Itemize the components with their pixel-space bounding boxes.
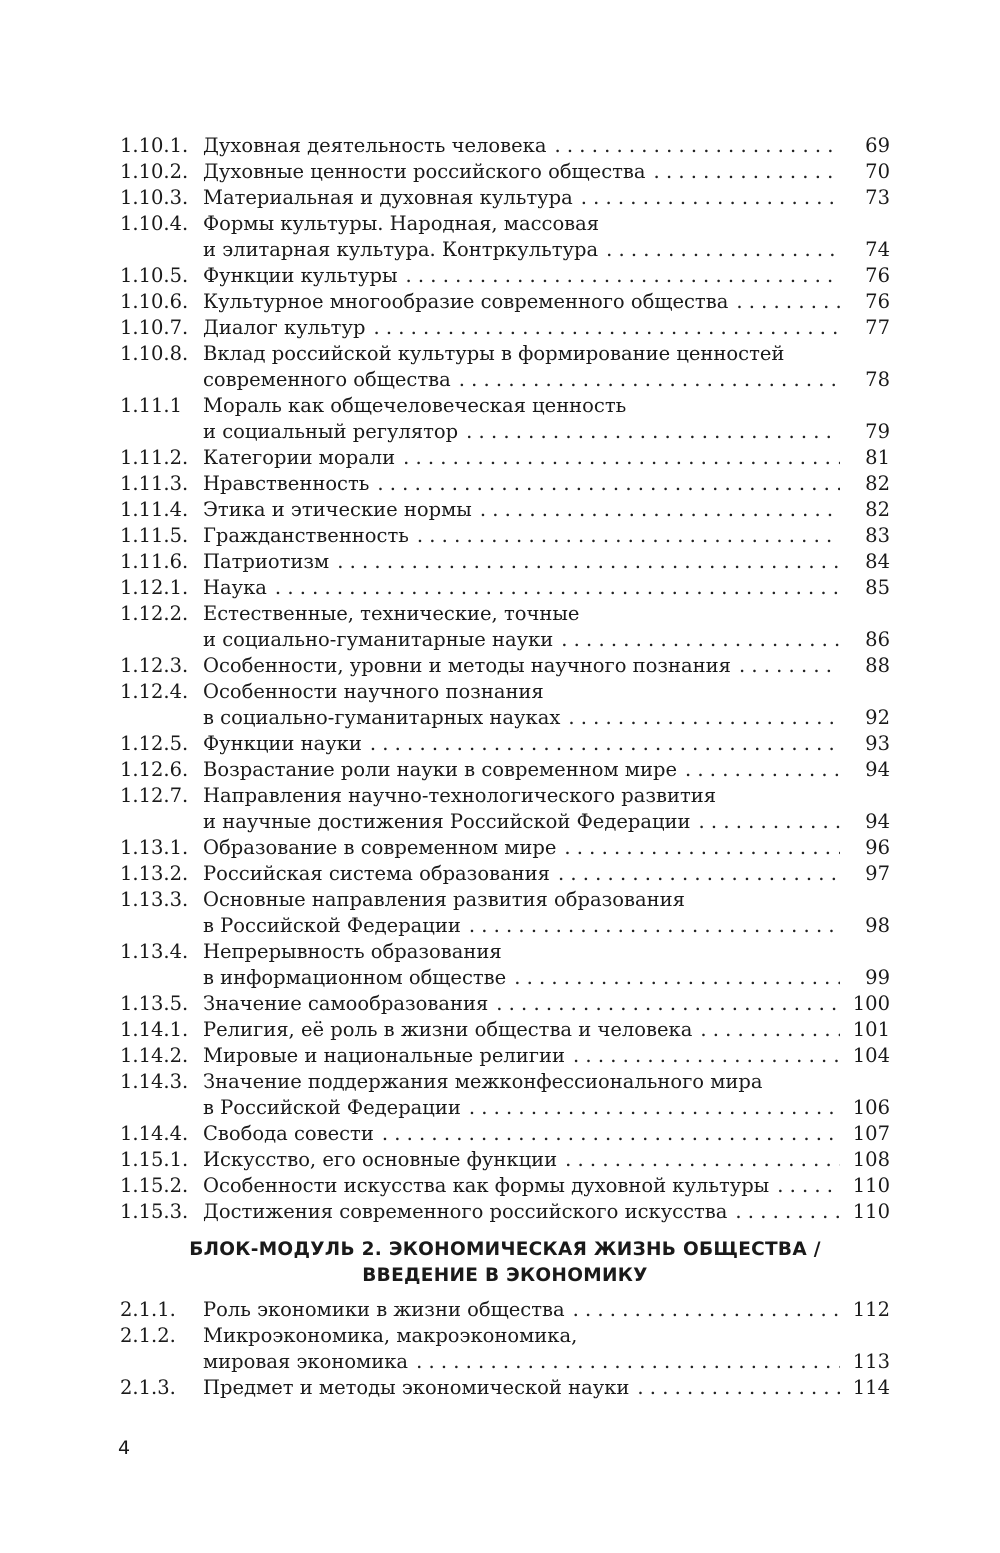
toc-entry [120,757,890,783]
dot-leader [685,757,840,783]
dot-leader [337,549,840,575]
toc-entry-number: 1.14.3. [120,1070,189,1093]
toc-entry-page: 69 [865,134,890,157]
toc-entry-title: Материальная и духовная культура [203,186,573,209]
toc-entry [120,159,890,185]
toc-entry-number: 1.10.7. [120,316,189,339]
toc-entry-number: 1.14.2. [120,1044,189,1067]
dot-leader [700,1017,840,1043]
toc-entry-page: 110 [852,1200,890,1223]
dot-leader [699,809,840,835]
toc-entry-page: 100 [852,992,890,1015]
dot-leader [416,1349,840,1375]
toc-entry-title-continued: в информационном обществе [203,966,507,989]
dot-leader [275,575,840,601]
toc-entry [120,1173,890,1199]
toc-entry-page: 93 [865,732,890,755]
toc-entry-title: Духовные ценности российского общества [203,160,646,183]
dot-leader [561,627,840,653]
toc-entry-number: 1.15.3. [120,1200,189,1223]
toc-entry [120,887,890,939]
toc-entry-page: 94 [865,758,890,781]
toc-entry-number: 2.1.2. [120,1324,176,1347]
toc-entry [120,1121,890,1147]
toc-entry-number: 1.11.2. [120,446,189,469]
toc-entry [120,1043,890,1069]
toc-entry [120,263,890,289]
dot-leader [637,1375,840,1401]
toc-entry-page: 92 [865,706,890,729]
toc-entry-title: Культурное многообразие современного общества [203,290,729,313]
toc-entry-title: Функции культуры [203,264,398,287]
toc-entry-title: Значение самообразования [203,992,489,1015]
toc-entry-title: Этика и этические нормы [203,498,472,521]
dot-leader [466,419,840,445]
dot-leader [573,1297,840,1323]
toc-entry-title: Основные направления развития образования [203,888,685,911]
toc-entry [120,731,890,757]
toc-entry-number: 1.10.1. [120,134,189,157]
toc-entry [120,653,890,679]
toc-entry-page: 84 [865,550,890,573]
toc-entry-page: 112 [852,1298,890,1321]
toc-entry-number: 1.10.3. [120,186,189,209]
toc-entry [120,211,890,263]
toc-entry-number: 1.12.5. [120,732,189,755]
toc-entry-number: 1.13.1. [120,836,189,859]
toc-entry [120,1017,890,1043]
dot-leader [565,1147,840,1173]
dot-leader [377,471,840,497]
toc-entry-page: 99 [865,966,890,989]
toc-entry-page: 76 [865,290,890,313]
dot-leader [558,861,840,887]
toc-entry-title: Функции науки [203,732,362,755]
toc-entry-title-continued: в социально-гуманитарных науках [203,706,561,729]
toc-entry [120,575,890,601]
toc-entry-number: 1.12.2. [120,602,189,625]
toc-entry-number: 1.14.1. [120,1018,189,1041]
toc-entry-page: 81 [865,446,890,469]
toc-entry [120,185,890,211]
toc-entry-page: 86 [865,628,890,651]
toc-entry-page: 85 [865,576,890,599]
toc-entry [120,1069,890,1121]
toc-entry-number: 1.11.4. [120,498,189,521]
dot-leader [573,1043,840,1069]
toc-entry [120,679,890,731]
toc-entry-number: 1.12.1. [120,576,189,599]
toc-entry-title: Достижения современного российского искусства [203,1200,728,1223]
table-of-contents [120,133,890,1401]
toc-entry-number: 1.13.3. [120,888,189,911]
dot-leader [480,497,840,523]
toc-entry-page: 70 [865,160,890,183]
toc-entry [120,1199,890,1225]
dot-leader [459,367,840,393]
dot-leader [606,237,840,263]
toc-entry-number: 1.11.3. [120,472,189,495]
block-heading-line-1: БЛОК-МОДУЛЬ 2. ЭКОНОМИЧЕСКАЯ ЖИЗНЬ ОБЩЕСТВА / [189,1239,821,1260]
toc-entry [120,315,890,341]
toc-entry-title-continued: в Российской Федерации [203,1096,461,1119]
toc-entry [120,393,890,445]
toc-entry-title: Категории морали [203,446,396,469]
toc-entry-title: Религия, её роль в жизни общества и человека [203,1018,693,1041]
toc-entry-page: 79 [865,420,890,443]
toc-entry [120,1297,890,1323]
toc-entry-number: 1.10.4. [120,212,189,235]
toc-entry-title: Искусство, его основные функции [203,1148,558,1171]
toc-entry-number: 1.11.6. [120,550,189,573]
toc-entry-number: 1.12.7. [120,784,189,807]
toc-entry-page: 82 [865,472,890,495]
toc-entry-page: 96 [865,836,890,859]
toc-entry-title: Мораль как общечеловеческая ценность [203,394,627,417]
toc-entry-title: Предмет и методы экономической науки [203,1376,630,1399]
toc-entry [120,445,890,471]
block-heading [120,1237,890,1289]
toc-entry-title: Особенности научного познания [203,680,544,703]
dot-leader [739,653,840,679]
toc-entry-title-continued: и научные достижения Российской Федерации [203,810,691,833]
toc-entry-title: Гражданственность [203,524,409,547]
toc-entry-title: Непрерывность образования [203,940,502,963]
toc-entry-title: Особенности искусства как формы духовной культуры [203,1174,770,1197]
toc-entry [120,601,890,653]
toc-entry-page: 114 [852,1376,890,1399]
page-number: 4 [118,1437,131,1459]
toc-entry-title-continued: и социально-гуманитарные науки [203,628,554,651]
toc-entry [120,991,890,1017]
dot-leader [735,1199,840,1225]
dot-leader [373,315,840,341]
toc-entry [120,471,890,497]
toc-entry-page: 107 [852,1122,890,1145]
toc-entry-number: 1.14.4. [120,1122,189,1145]
toc-entry-title: Образование в современном мире [203,836,557,859]
toc-entry-number: 1.12.3. [120,654,189,677]
toc-entry-page: 98 [865,914,890,937]
toc-entry-page: 77 [865,316,890,339]
toc-entry-page: 101 [852,1018,890,1041]
toc-entry-title: Возрастание роли науки в современном мире [203,758,677,781]
toc-entry-title: Естественные, технические, точные [203,602,580,625]
dot-leader [564,835,840,861]
toc-entry-page: 82 [865,498,890,521]
toc-entry-title: Духовная деятельность человека [203,134,547,157]
toc-entry-title-continued: и элитарная культура. Контркультура [203,238,599,261]
toc-entry-number: 1.13.4. [120,940,189,963]
toc-entry-number: 1.12.6. [120,758,189,781]
toc-entry [120,1147,890,1173]
toc-entry-page: 88 [865,654,890,677]
toc-entry-title-continued: современного общества [203,368,451,391]
toc-entry-page: 110 [852,1174,890,1197]
toc-entry-number: 1.10.8. [120,342,189,365]
dot-leader [370,731,840,757]
dot-leader [496,991,840,1017]
toc-entry-page: 83 [865,524,890,547]
dot-leader [469,1095,840,1121]
dot-leader [654,159,840,185]
dot-leader [736,289,840,315]
toc-entry-title: Нравственность [203,472,370,495]
dot-leader [581,185,840,211]
dot-leader [568,705,840,731]
toc-entry-page: 73 [865,186,890,209]
toc-entry-title: Формы культуры. Народная, массовая [203,212,600,235]
toc-entry-title: Мировые и национальные религии [203,1044,566,1067]
toc-entry [120,133,890,159]
dot-leader [777,1173,840,1199]
toc-entry-number: 1.11.1 [120,394,183,417]
toc-entry-number: 1.15.2. [120,1174,189,1197]
toc-entry-number: 1.10.6. [120,290,189,313]
toc-entry-page: 94 [865,810,890,833]
dot-leader [406,263,840,289]
toc-entry-title-continued: мировая экономика [203,1350,409,1373]
toc-entry-page: 78 [865,368,890,391]
toc-entry-title: Роль экономики в жизни общества [203,1298,565,1321]
dot-leader [417,523,840,549]
toc-entry [120,523,890,549]
toc-entry [120,549,890,575]
toc-entry-page: 113 [852,1350,890,1373]
toc-entry [120,1323,890,1375]
block-heading-line-2: ВВЕДЕНИЕ В ЭКОНОМИКУ [362,1265,648,1286]
toc-entry-title: Особенности, уровни и методы научного познания [203,654,731,677]
toc-entry [120,341,890,393]
toc-entry-page: 76 [865,264,890,287]
toc-entry-page: 104 [852,1044,890,1067]
toc-entry [120,289,890,315]
toc-entry-title-continued: и социальный регулятор [203,420,459,443]
toc-entry-title: Свобода совести [203,1122,374,1145]
toc-entry [120,861,890,887]
dot-leader [514,965,840,991]
toc-entry-page: 74 [865,238,890,261]
dot-leader [403,445,840,471]
toc-entry [120,783,890,835]
toc-entry-number: 1.12.4. [120,680,189,703]
toc-entry [120,497,890,523]
toc-entry-title-continued: в Российской Федерации [203,914,461,937]
toc-entry-number: 1.10.5. [120,264,189,287]
toc-entry-page: 97 [865,862,890,885]
toc-entry-title: Микроэкономика, макроэкономика, [203,1324,578,1347]
toc-entry-page: 108 [852,1148,890,1171]
toc-entry-title: Значение поддержания межконфессионального мира [203,1070,763,1093]
toc-entries-block-1 [120,133,890,1225]
toc-entry-number: 1.13.2. [120,862,189,885]
toc-entry-number: 1.10.2. [120,160,189,183]
toc-entry-number: 1.13.5. [120,992,189,1015]
toc-entry-title: Патриотизм [203,550,330,573]
toc-entries-block-2 [120,1297,890,1401]
dot-leader [469,913,840,939]
toc-entry-title: Вклад российской культуры в формирование ценностей [203,342,785,365]
toc-entry-number: 1.11.5. [120,524,189,547]
toc-entry-number: 2.1.3. [120,1376,176,1399]
toc-entry [120,1375,890,1401]
toc-entry-number: 2.1.1. [120,1298,176,1321]
toc-entry [120,835,890,861]
toc-entry-title: Диалог культур [203,316,366,339]
toc-entry-page: 106 [852,1096,890,1119]
toc-entry [120,939,890,991]
toc-entry-number: 1.15.1. [120,1148,189,1171]
toc-entry-title: Направления научно-технологического развития [203,784,717,807]
dot-leader [555,133,841,159]
dot-leader [382,1121,840,1147]
toc-entry-title: Наука [203,576,267,599]
toc-entry-title: Российская система образования [203,862,550,885]
